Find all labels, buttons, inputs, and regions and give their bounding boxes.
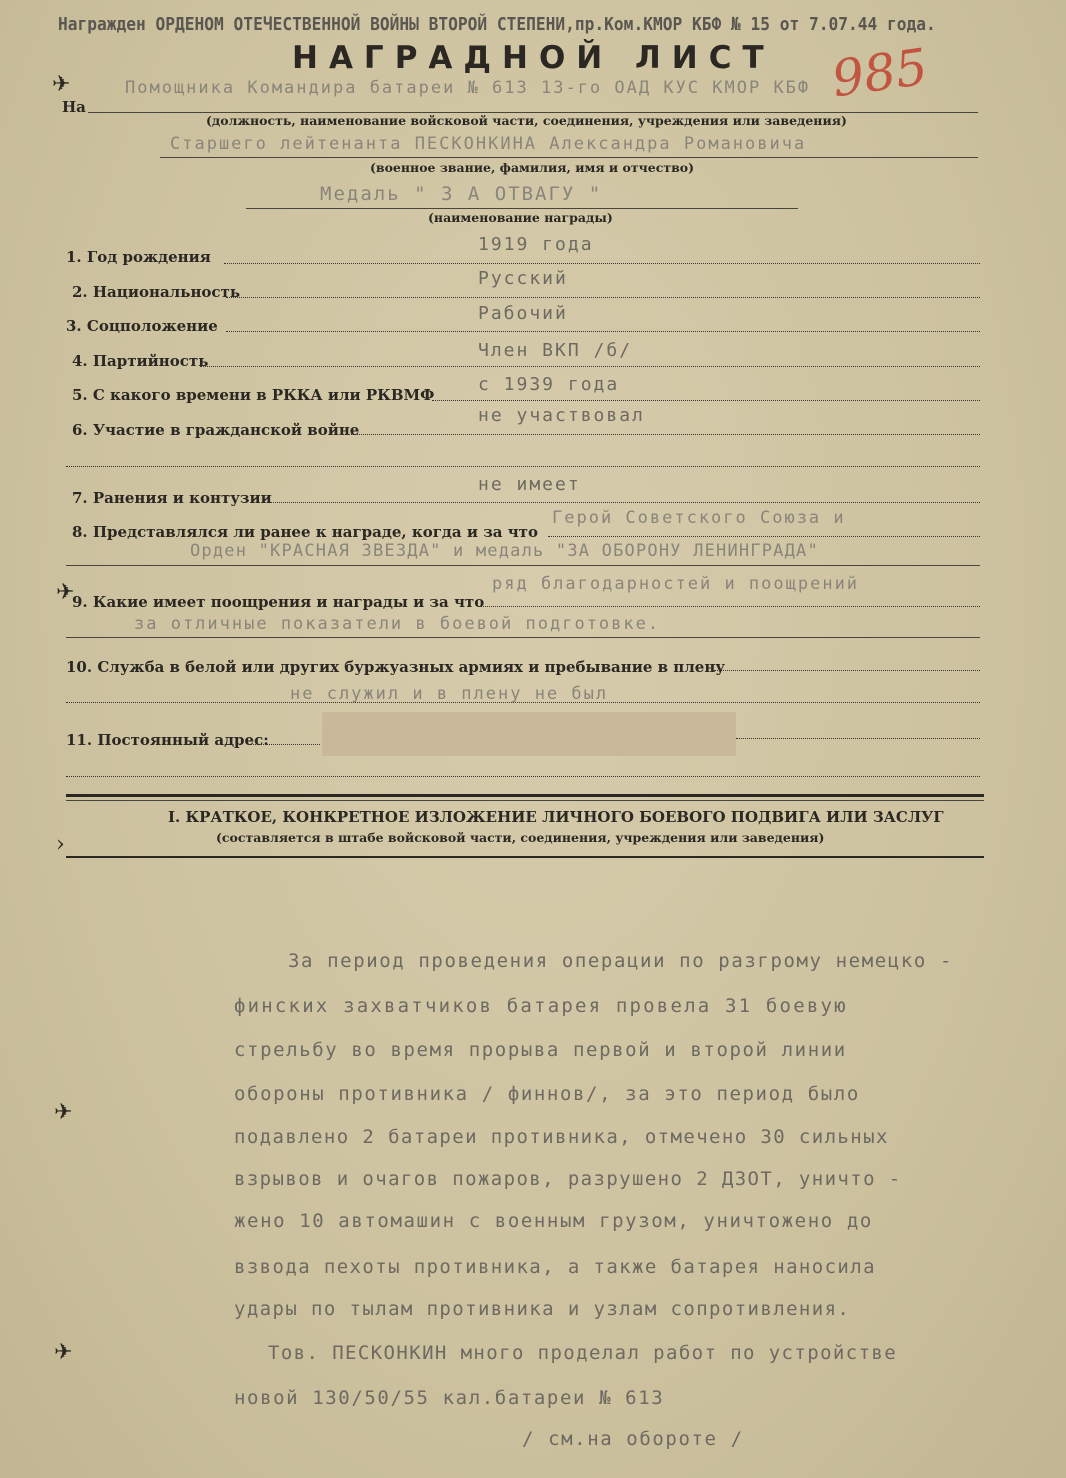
field-value-previous-awards: Герой Советского Союза и <box>552 508 846 528</box>
field-label-social-status: 3. Соцположение <box>66 317 218 335</box>
narrative-line: взвода пехоты противника, а также батарея наносила <box>234 1256 876 1278</box>
field-value-party: Член ВКП /б/ <box>478 340 633 361</box>
name-value: Старшего лейтенанта ПЕСКОНКИНА Александра Романовича <box>170 134 807 154</box>
red-handwritten-number: 985 <box>828 37 932 109</box>
address-redaction <box>322 712 736 756</box>
field-label-nationality: 2. Национальность <box>72 283 241 301</box>
field-value-wounds: не имеет <box>478 474 581 495</box>
narrative-line: За период проведения операции по разгрому немецко - <box>288 950 953 972</box>
narrative-line: финских захватчиков батарея провела 31 боевую <box>234 995 848 1017</box>
field-value-social-status: Рабочий <box>478 303 568 324</box>
field-label-address: 11. Постоянный адрес: <box>66 731 269 749</box>
field-value-service-since: с 1939 года <box>478 374 620 395</box>
field-value-civil-war: не участвовал <box>478 405 645 426</box>
narrative-line: / см.на обороте / <box>522 1428 744 1450</box>
hole-punch-mark-icon: ✈ <box>52 72 71 97</box>
narrative-line: обороны противника / финнов/, за это период было <box>234 1083 860 1105</box>
narrative-line: жено 10 автомашин с военным грузом, уничтожено до <box>234 1210 873 1232</box>
field-value-commendations: ряд благодарностей и поощрений <box>492 574 860 594</box>
field-value-previous-awards-line2: Орден "КРАСНАЯ ЗВЕЗДА" и медаль "ЗА ОБОРОНУ ЛЕНИНГРАДА" <box>190 541 819 561</box>
field-label-birth-year: 1. Год рождения <box>66 248 211 266</box>
narrative-line: стрельбу во время прорыва первой и второй линии <box>234 1039 847 1061</box>
na-label: На <box>62 98 86 116</box>
field-value-birth-year: 1919 года <box>478 234 594 255</box>
hole-punch-mark-icon: ✈ <box>54 1340 73 1365</box>
position-caption: (должность, наименование войсковой части, соединения, учреждения или заведения) <box>206 113 847 128</box>
field-label-previous-awards: 8. Представлялся ли ранее к награде, когда и за что <box>72 523 538 541</box>
narrative-line: подавлено 2 батареи противника, отмечено 30 сильных <box>234 1126 889 1148</box>
field-label-commendations: 9. Какие имеет поощрения и награды и за что <box>72 593 485 611</box>
field-value-nationality: Русский <box>478 268 568 289</box>
hole-punch-mark-icon: ✈ <box>54 1100 73 1125</box>
field-label-white-army: 10. Служба в белой или других буржуазных армиях и пребывание в плену <box>66 658 725 676</box>
section-caption: (составляется в штабе войсковой части, соединения, учреждения или заведения) <box>216 830 825 845</box>
field-value-white-army: не служил и в плену не был <box>290 684 609 704</box>
narrative-line: взрывов и очагов пожаров, разрушено 2 ДЗОТ, уничто - <box>234 1168 902 1190</box>
position-value: Помощника Командира батареи № 613 13-го ОАД КУС КМОР КБФ <box>125 78 811 98</box>
narrative-line: Тов. ПЕСКОНКИН много проделал работ по устройстве <box>268 1342 898 1364</box>
name-caption: (военное звание, фамилия, имя и отчество) <box>370 160 695 175</box>
award-caption: (наименование награды) <box>428 210 613 225</box>
hole-punch-mark-icon: ✈ <box>56 580 75 605</box>
field-label-party: 4. Партийность <box>72 352 209 370</box>
field-label-civil-war: 6. Участие в гражданской войне <box>72 421 360 439</box>
narrative-line: новой 130/50/55 кал.батареи № 613 <box>234 1387 665 1409</box>
page-title: НАГРАДНОЙ ЛИСТ <box>292 40 775 76</box>
field-label-service-since: 5. С какого времени в РККА или РКВМФ <box>72 386 435 404</box>
narrative-line: удары по тылам противника и узлам сопротивления. <box>234 1298 851 1320</box>
award-value: Медаль " З А ОТВАГУ " <box>320 183 603 205</box>
field-label-wounds: 7. Ранения и контузии <box>72 489 272 507</box>
award-note: Награжден ОРДЕНОМ ОТЕЧЕСТВЕННОЙ ВОЙНЫ ВТОРОЙ СТЕПЕНИ,пр.Ком.КМОР КБФ № 15 от 7.07.44 года. <box>58 14 936 35</box>
hole-punch-mark-icon: › <box>56 832 65 857</box>
section-title: I. КРАТКОЕ, КОНКРЕТНОЕ ИЗЛОЖЕНИЕ ЛИЧНОГО БОЕВОГО ПОДВИГА ИЛИ ЗАСЛУГ <box>168 808 944 826</box>
field-value-commendations-line2: за отличные показатели в боевой подготовке. <box>134 614 661 634</box>
